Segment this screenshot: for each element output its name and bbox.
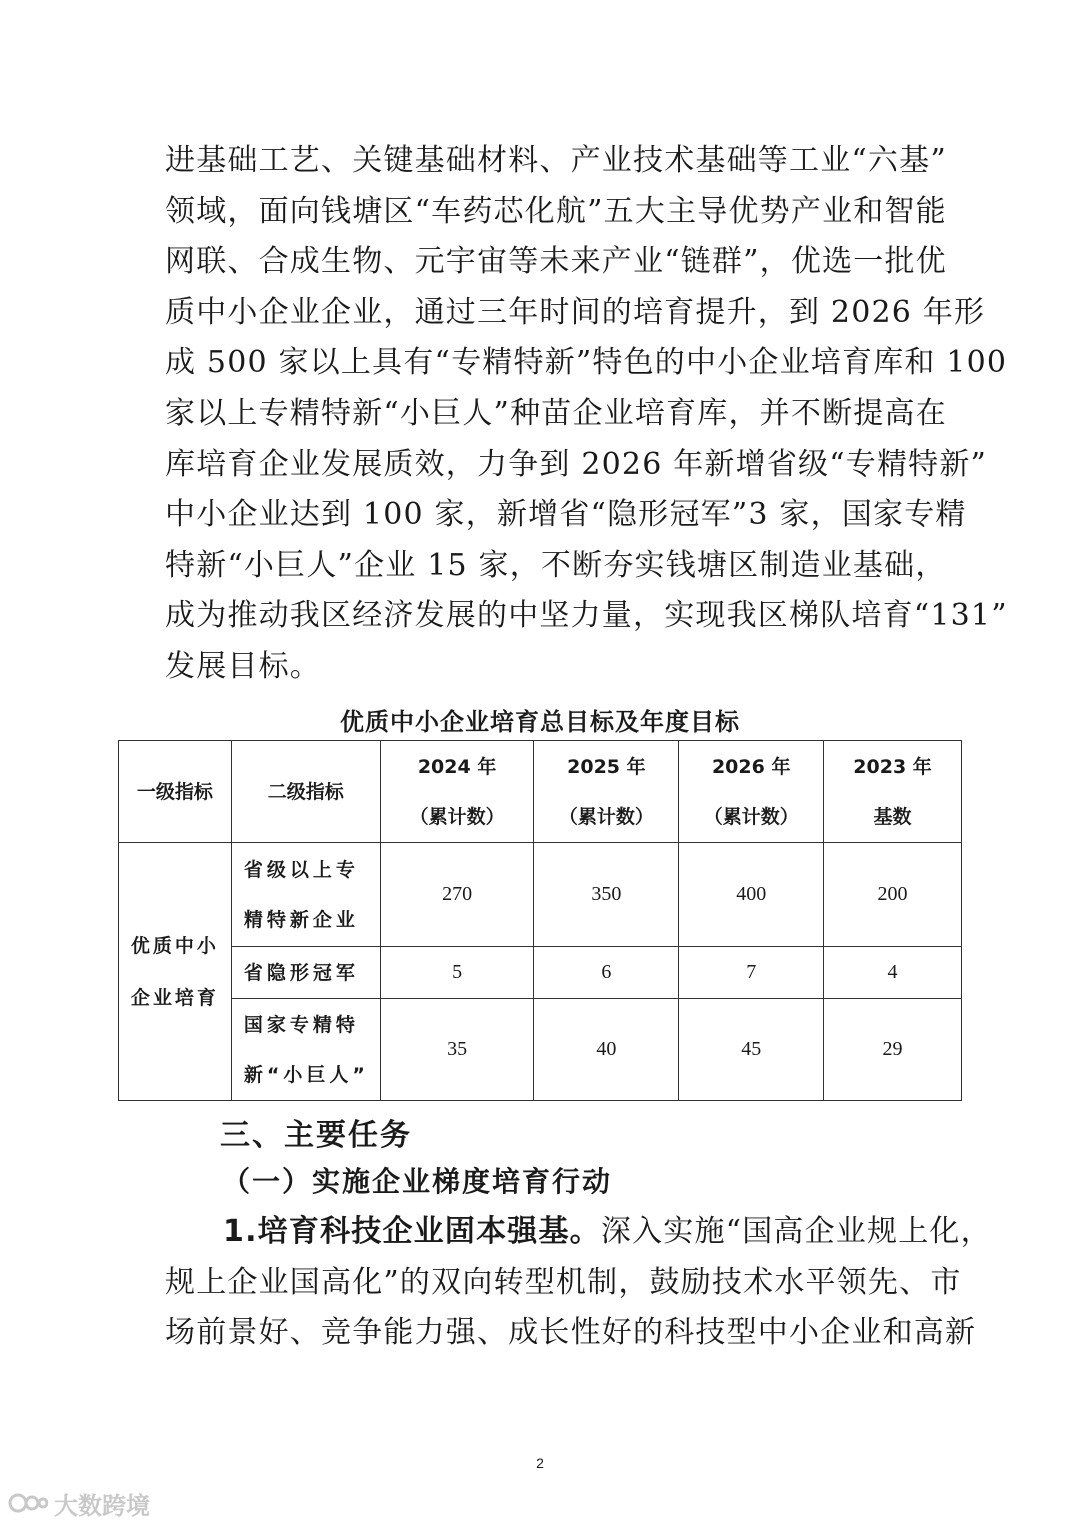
value-cell: 270 bbox=[380, 843, 534, 947]
section-heading: 三、主要任务 bbox=[220, 1118, 412, 1153]
header-2026: 2026 年 （累计数） bbox=[679, 741, 824, 843]
value-cell: 200 bbox=[824, 843, 962, 947]
table-row bbox=[119, 843, 962, 947]
level2-cell: 省级以上专 精特新企业 bbox=[231, 843, 380, 947]
header-2025: 2025 年 （累计数） bbox=[534, 741, 679, 843]
value-cell: 35 bbox=[380, 999, 534, 1101]
intro-paragraph bbox=[165, 136, 1008, 693]
level2-cell: 国家专精特 新“小巨人” bbox=[231, 999, 380, 1101]
intro-line: 成 500 家以上具有“专精特新”特色的中小企业培育库和 100 bbox=[165, 345, 1008, 381]
intro-line: 质中小企业企业，通过三年时间的培育提升，到 2026 年形 bbox=[165, 294, 986, 330]
header-level1: 一级指标 bbox=[119, 741, 232, 843]
task-line: 场前景好、竞争能力强、成长性好的科技型中小企业和高新 bbox=[165, 1315, 977, 1351]
value-cell: 4 bbox=[824, 947, 962, 999]
level2-cell: 省隐形冠军 bbox=[231, 947, 380, 999]
intro-line: 特新“小巨人”企业 15 家，不断夯实钱塘区制造业基础， bbox=[165, 547, 947, 583]
value-cell: 45 bbox=[679, 999, 824, 1101]
table-title: 优质中小企业培育总目标及年度目标 bbox=[340, 708, 740, 736]
task-paragraph bbox=[165, 1207, 992, 1359]
table-row bbox=[119, 999, 962, 1101]
value-cell: 6 bbox=[534, 947, 679, 999]
value-cell: 400 bbox=[679, 843, 824, 947]
watermark-text: 大数跨境 bbox=[54, 1491, 150, 1520]
header-2024: 2024 年 （累计数） bbox=[380, 741, 534, 843]
value-cell: 40 bbox=[534, 999, 679, 1101]
task-line bbox=[165, 1207, 992, 1258]
targets-table bbox=[118, 740, 962, 1101]
level1-cell: 优质中小 企业培育 bbox=[119, 843, 232, 1101]
value-cell: 5 bbox=[380, 947, 534, 999]
value-cell: 29 bbox=[824, 999, 962, 1101]
header-level2: 二级指标 bbox=[231, 741, 380, 843]
watermark-logo-icon bbox=[8, 1490, 48, 1516]
intro-line: 发展目标。 bbox=[165, 648, 321, 684]
header-2023-base: 2023 年 基数 bbox=[824, 741, 962, 843]
intro-line: 网联、合成生物、元宇宙等未来产业“链群”，优选一批优 bbox=[165, 244, 947, 280]
intro-line: 中小企业达到 100 家，新增省“隐形冠军”3 家，国家专精 bbox=[165, 497, 967, 533]
task-line-rest: 深入实施“国高企业规上化， bbox=[600, 1214, 992, 1249]
watermark bbox=[8, 1488, 150, 1518]
task-line: 规上企业国高化”的双向转型机制，鼓励技术水平领先、市 bbox=[165, 1264, 962, 1300]
value-cell: 7 bbox=[679, 947, 824, 999]
intro-line: 进基础工艺、关键基础材料、产业技术基础等工业“六基” bbox=[165, 143, 947, 178]
page-number: 2 bbox=[536, 1455, 544, 1471]
intro-line: 领域，面向钱塘区“车药芯化航”五大主导优势产业和智能 bbox=[165, 193, 947, 229]
value-cell: 350 bbox=[534, 843, 679, 947]
table-row bbox=[119, 947, 962, 999]
subsection-heading: （一）实施企业梯度培育行动 bbox=[222, 1165, 613, 1198]
intro-line: 家以上专精特新“小巨人”种苗企业培育库，并不断提高在 bbox=[165, 395, 947, 431]
table-header-row bbox=[119, 741, 962, 843]
intro-line: 成为推动我区经济发展的中坚力量，实现我区梯队培育“131” bbox=[165, 598, 1008, 634]
task-lead: 1.培育科技企业固本强基。 bbox=[223, 1214, 601, 1249]
intro-line: 库培育企业发展质效，力争到 2026 年新增省级“专精特新” bbox=[165, 446, 988, 482]
